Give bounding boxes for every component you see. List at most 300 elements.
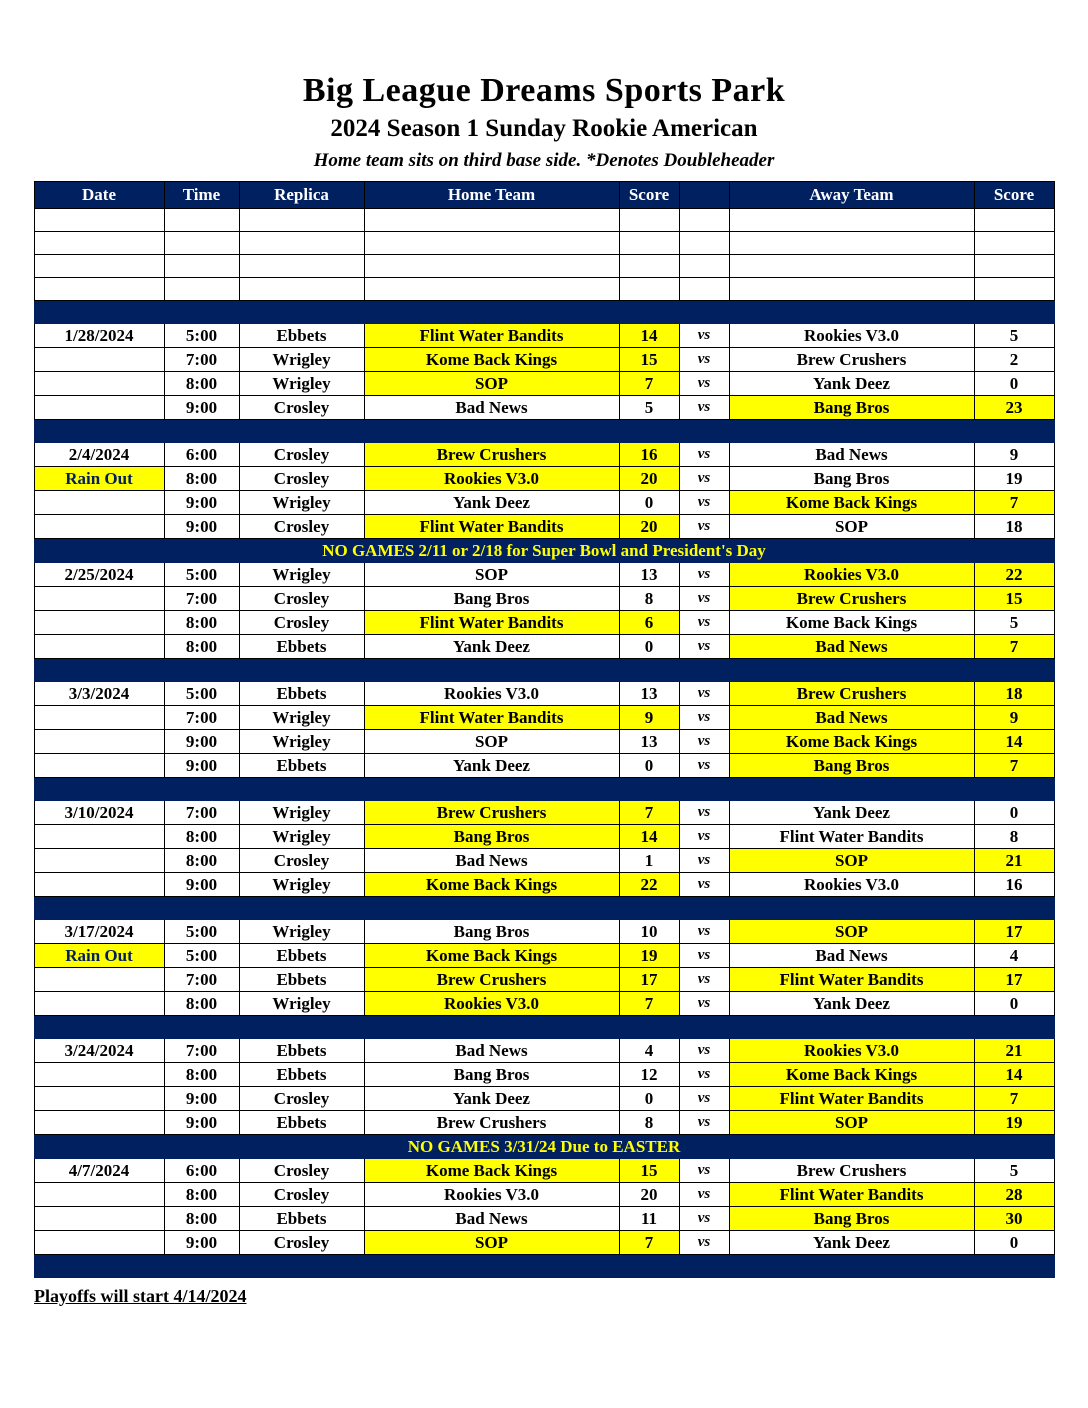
vs-cell: vs (679, 1159, 729, 1183)
away-team-cell: Yank Deez (729, 372, 974, 396)
replica-cell: Wrigley (239, 706, 364, 730)
vs-cell: vs (679, 682, 729, 706)
home-score-cell: 16 (619, 443, 679, 467)
away-team-cell: Kome Back Kings (729, 611, 974, 635)
column-header-score-4: Score (619, 182, 679, 209)
empty-cell (164, 209, 239, 232)
date-cell: 4/7/2024 (34, 1159, 164, 1183)
time-cell: 7:00 (164, 348, 239, 372)
away-score-cell: 5 (974, 611, 1054, 635)
home-score-cell: 13 (619, 563, 679, 587)
game-row (34, 1063, 1054, 1087)
away-score-cell: 5 (974, 324, 1054, 348)
away-team-cell: Rookies V3.0 (729, 563, 974, 587)
vs-cell: vs (679, 1063, 729, 1087)
replica-cell: Wrigley (239, 873, 364, 897)
away-score-cell: 4 (974, 944, 1054, 968)
away-score-cell: 23 (974, 396, 1054, 420)
vs-cell: vs (679, 467, 729, 491)
away-score-cell: 17 (974, 968, 1054, 992)
game-row (34, 396, 1054, 420)
game-row (34, 515, 1054, 539)
empty-cell (619, 232, 679, 255)
time-cell: 9:00 (164, 873, 239, 897)
column-header-home-team-3: Home Team (364, 182, 619, 209)
replica-cell: Crosley (239, 849, 364, 873)
time-cell: 5:00 (164, 324, 239, 348)
time-cell: 5:00 (164, 563, 239, 587)
game-row (34, 873, 1054, 897)
empty-cell (34, 278, 164, 301)
spacer-row (34, 1016, 1054, 1039)
vs-cell: vs (679, 563, 729, 587)
spacer-cell (34, 420, 1054, 443)
date-cell (34, 849, 164, 873)
date-cell (34, 992, 164, 1016)
home-score-cell: 9 (619, 706, 679, 730)
empty-cell (364, 209, 619, 232)
game-row (34, 968, 1054, 992)
home-team-cell: Brew Crushers (364, 1111, 619, 1135)
date-cell (34, 611, 164, 635)
away-score-cell: 22 (974, 563, 1054, 587)
table-body (34, 209, 1054, 1278)
away-score-cell: 9 (974, 706, 1054, 730)
away-score-cell: 5 (974, 1159, 1054, 1183)
away-team-cell: Brew Crushers (729, 1159, 974, 1183)
date-cell (34, 754, 164, 778)
home-score-cell: 1 (619, 849, 679, 873)
away-team-cell: Bad News (729, 443, 974, 467)
vs-cell: vs (679, 706, 729, 730)
home-team-cell: Bad News (364, 396, 619, 420)
away-score-cell: 21 (974, 1039, 1054, 1063)
home-score-cell: 0 (619, 754, 679, 778)
home-score-cell: 4 (619, 1039, 679, 1063)
game-row (34, 491, 1054, 515)
date-cell: 3/10/2024 (34, 801, 164, 825)
vs-cell: vs (679, 992, 729, 1016)
empty-cell (679, 255, 729, 278)
replica-cell: Crosley (239, 515, 364, 539)
home-team-cell: Yank Deez (364, 635, 619, 659)
empty-cell (239, 209, 364, 232)
page-subtitle: 2024 Season 1 Sunday Rookie American (330, 115, 758, 142)
away-team-cell: Rookies V3.0 (729, 324, 974, 348)
away-team-cell: Flint Water Bandits (729, 825, 974, 849)
game-row (34, 635, 1054, 659)
game-row (34, 348, 1054, 372)
vs-cell: vs (679, 372, 729, 396)
date-cell (34, 348, 164, 372)
vs-cell: vs (679, 1087, 729, 1111)
game-row (34, 587, 1054, 611)
time-cell: 8:00 (164, 825, 239, 849)
spacer-cell (34, 1016, 1054, 1039)
spacer-row (34, 659, 1054, 682)
spacer-row (34, 420, 1054, 443)
column-header-time-1: Time (164, 182, 239, 209)
date-cell (34, 372, 164, 396)
replica-cell: Ebbets (239, 754, 364, 778)
replica-cell: Crosley (239, 1183, 364, 1207)
time-cell: 8:00 (164, 611, 239, 635)
time-cell: 9:00 (164, 730, 239, 754)
game-row (34, 682, 1054, 706)
date-cell (34, 706, 164, 730)
away-score-cell: 14 (974, 730, 1054, 754)
home-score-cell: 19 (619, 944, 679, 968)
game-row (34, 1111, 1054, 1135)
replica-cell: Ebbets (239, 1063, 364, 1087)
time-cell: 6:00 (164, 443, 239, 467)
time-cell: 8:00 (164, 1063, 239, 1087)
empty-cell (974, 255, 1054, 278)
column-header-replica-2: Replica (239, 182, 364, 209)
column-header-away-team-6: Away Team (729, 182, 974, 209)
time-cell: 5:00 (164, 920, 239, 944)
away-score-cell: 16 (974, 873, 1054, 897)
time-cell: 7:00 (164, 587, 239, 611)
time-cell: 6:00 (164, 1159, 239, 1183)
away-team-cell: Kome Back Kings (729, 730, 974, 754)
empty-cell (164, 278, 239, 301)
empty-cell (619, 209, 679, 232)
spacer-cell (34, 1255, 1054, 1278)
home-score-cell: 13 (619, 730, 679, 754)
empty-cell (34, 209, 164, 232)
away-score-cell: 0 (974, 372, 1054, 396)
home-score-cell: 12 (619, 1063, 679, 1087)
spacer-row (34, 897, 1054, 920)
game-row (34, 1207, 1054, 1231)
time-cell: 8:00 (164, 372, 239, 396)
replica-cell: Wrigley (239, 491, 364, 515)
home-score-cell: 7 (619, 992, 679, 1016)
replica-cell: Crosley (239, 1159, 364, 1183)
home-score-cell: 8 (619, 587, 679, 611)
replica-cell: Ebbets (239, 968, 364, 992)
vs-cell: vs (679, 1183, 729, 1207)
banner-row (34, 539, 1054, 563)
replica-cell: Crosley (239, 443, 364, 467)
time-cell: 9:00 (164, 754, 239, 778)
spacer-row (34, 301, 1054, 324)
empty-row (34, 255, 1054, 278)
column-header-vs (679, 182, 729, 209)
time-cell: 9:00 (164, 491, 239, 515)
home-score-cell: 10 (619, 920, 679, 944)
home-score-cell: 14 (619, 324, 679, 348)
replica-cell: Wrigley (239, 825, 364, 849)
away-score-cell: 30 (974, 1207, 1054, 1231)
time-cell: 9:00 (164, 1087, 239, 1111)
home-team-cell: Bad News (364, 1039, 619, 1063)
empty-row (34, 278, 1054, 301)
replica-cell: Wrigley (239, 992, 364, 1016)
away-score-cell: 17 (974, 920, 1054, 944)
replica-cell: Ebbets (239, 944, 364, 968)
away-team-cell: Yank Deez (729, 801, 974, 825)
date-cell (34, 635, 164, 659)
replica-cell: Ebbets (239, 1039, 364, 1063)
away-score-cell: 2 (974, 348, 1054, 372)
playoffs-note: Playoffs will start 4/14/2024 (34, 1286, 247, 1306)
date-cell (34, 587, 164, 611)
spacer-row (34, 1255, 1054, 1278)
spacer-cell (34, 659, 1054, 682)
home-team-cell: Brew Crushers (364, 968, 619, 992)
time-cell: 9:00 (164, 1231, 239, 1255)
time-cell: 8:00 (164, 635, 239, 659)
away-score-cell: 7 (974, 635, 1054, 659)
away-team-cell: SOP (729, 515, 974, 539)
empty-cell (974, 209, 1054, 232)
away-score-cell: 7 (974, 1087, 1054, 1111)
game-row (34, 1183, 1054, 1207)
home-score-cell: 7 (619, 372, 679, 396)
game-row (34, 467, 1054, 491)
home-score-cell: 13 (619, 682, 679, 706)
time-cell: 9:00 (164, 396, 239, 420)
home-score-cell: 14 (619, 825, 679, 849)
away-score-cell: 0 (974, 801, 1054, 825)
away-score-cell: 14 (974, 1063, 1054, 1087)
home-team-cell: Bang Bros (364, 1063, 619, 1087)
vs-cell: vs (679, 849, 729, 873)
vs-cell: vs (679, 611, 729, 635)
time-cell: 8:00 (164, 1183, 239, 1207)
away-score-cell: 9 (974, 443, 1054, 467)
no-games-banner: NO GAMES 2/11 or 2/18 for Super Bowl and President's Day (34, 539, 1054, 563)
home-team-cell: Yank Deez (364, 1087, 619, 1111)
away-score-cell: 28 (974, 1183, 1054, 1207)
home-team-cell: Bad News (364, 1207, 619, 1231)
away-score-cell: 0 (974, 1231, 1054, 1255)
home-score-cell: 20 (619, 467, 679, 491)
home-team-cell: Rookies V3.0 (364, 1183, 619, 1207)
away-score-cell: 21 (974, 849, 1054, 873)
vs-cell: vs (679, 515, 729, 539)
home-team-cell: Flint Water Bandits (364, 611, 619, 635)
empty-cell (239, 232, 364, 255)
game-row (34, 754, 1054, 778)
home-team-cell: Flint Water Bandits (364, 515, 619, 539)
replica-cell: Ebbets (239, 1111, 364, 1135)
vs-cell: vs (679, 825, 729, 849)
away-team-cell: Rookies V3.0 (729, 873, 974, 897)
away-score-cell: 18 (974, 682, 1054, 706)
home-team-note: Home team sits on third base side. *Denotes Doubleheader (313, 150, 775, 171)
date-cell: 3/3/2024 (34, 682, 164, 706)
game-row (34, 920, 1054, 944)
away-team-cell: SOP (729, 849, 974, 873)
date-cell: 3/17/2024 (34, 920, 164, 944)
away-score-cell: 19 (974, 467, 1054, 491)
empty-cell (679, 278, 729, 301)
away-score-cell: 15 (974, 587, 1054, 611)
time-cell: 7:00 (164, 801, 239, 825)
vs-cell: vs (679, 396, 729, 420)
away-team-cell: Flint Water Bandits (729, 1183, 974, 1207)
away-team-cell: Brew Crushers (729, 682, 974, 706)
empty-cell (34, 255, 164, 278)
away-team-cell: Bang Bros (729, 396, 974, 420)
away-team-cell: Flint Water Bandits (729, 968, 974, 992)
home-score-cell: 6 (619, 611, 679, 635)
column-header-score-7: Score (974, 182, 1054, 209)
empty-cell (729, 209, 974, 232)
replica-cell: Ebbets (239, 1207, 364, 1231)
date-cell (34, 730, 164, 754)
vs-cell: vs (679, 443, 729, 467)
date-cell: 3/24/2024 (34, 1039, 164, 1063)
empty-row (34, 209, 1054, 232)
vs-cell: vs (679, 324, 729, 348)
vs-cell: vs (679, 754, 729, 778)
home-team-cell: Kome Back Kings (364, 1159, 619, 1183)
away-team-cell: Bang Bros (729, 467, 974, 491)
replica-cell: Wrigley (239, 801, 364, 825)
replica-cell: Crosley (239, 1231, 364, 1255)
home-team-cell: Rookies V3.0 (364, 682, 619, 706)
game-row (34, 801, 1054, 825)
home-team-cell: SOP (364, 563, 619, 587)
game-row (34, 992, 1054, 1016)
empty-cell (239, 255, 364, 278)
away-team-cell: Bad News (729, 706, 974, 730)
home-team-cell: Brew Crushers (364, 801, 619, 825)
home-team-cell: Kome Back Kings (364, 944, 619, 968)
time-cell: 8:00 (164, 467, 239, 491)
game-row (34, 324, 1054, 348)
schedule-table (34, 181, 1055, 1278)
vs-cell: vs (679, 1039, 729, 1063)
game-row (34, 730, 1054, 754)
date-cell (34, 1231, 164, 1255)
away-team-cell: Yank Deez (729, 992, 974, 1016)
game-row (34, 1087, 1054, 1111)
banner-row (34, 1135, 1054, 1159)
page-title: Big League Dreams Sports Park (302, 72, 786, 109)
time-cell: 7:00 (164, 1039, 239, 1063)
time-cell: 5:00 (164, 944, 239, 968)
home-score-cell: 15 (619, 1159, 679, 1183)
away-team-cell: Brew Crushers (729, 587, 974, 611)
away-team-cell: Kome Back Kings (729, 1063, 974, 1087)
game-row (34, 563, 1054, 587)
vs-cell: vs (679, 1231, 729, 1255)
no-games-banner: NO GAMES 3/31/24 Due to EASTER (34, 1135, 1054, 1159)
vs-cell: vs (679, 730, 729, 754)
away-score-cell: 7 (974, 754, 1054, 778)
empty-cell (974, 278, 1054, 301)
date-cell (34, 1063, 164, 1087)
home-team-cell: Kome Back Kings (364, 348, 619, 372)
away-score-cell: 19 (974, 1111, 1054, 1135)
home-score-cell: 0 (619, 491, 679, 515)
vs-cell: vs (679, 920, 729, 944)
replica-cell: Wrigley (239, 920, 364, 944)
vs-cell: vs (679, 873, 729, 897)
spacer-cell (34, 897, 1054, 920)
home-team-cell: Kome Back Kings (364, 873, 619, 897)
empty-cell (729, 232, 974, 255)
home-score-cell: 17 (619, 968, 679, 992)
home-score-cell: 0 (619, 635, 679, 659)
away-score-cell: 8 (974, 825, 1054, 849)
game-row (34, 443, 1054, 467)
home-team-cell: Bang Bros (364, 920, 619, 944)
vs-cell: vs (679, 635, 729, 659)
spacer-row (34, 778, 1054, 801)
spacer-cell (34, 301, 1054, 324)
rain-out-cell: Rain Out (34, 944, 164, 968)
date-cell: 2/25/2024 (34, 563, 164, 587)
replica-cell: Ebbets (239, 682, 364, 706)
home-team-cell: SOP (364, 372, 619, 396)
replica-cell: Wrigley (239, 348, 364, 372)
home-team-cell: SOP (364, 730, 619, 754)
date-cell (34, 396, 164, 420)
date-cell (34, 1111, 164, 1135)
empty-cell (729, 255, 974, 278)
home-team-cell: Bad News (364, 849, 619, 873)
empty-cell (619, 255, 679, 278)
vs-cell: vs (679, 1207, 729, 1231)
away-team-cell: Bad News (729, 635, 974, 659)
away-team-cell: Bang Bros (729, 754, 974, 778)
away-score-cell: 18 (974, 515, 1054, 539)
away-team-cell: SOP (729, 920, 974, 944)
home-team-cell: Rookies V3.0 (364, 467, 619, 491)
column-header-date-0: Date (34, 182, 164, 209)
game-row (34, 1039, 1054, 1063)
empty-cell (679, 209, 729, 232)
time-cell: 9:00 (164, 1111, 239, 1135)
date-cell (34, 1183, 164, 1207)
home-score-cell: 7 (619, 1231, 679, 1255)
replica-cell: Crosley (239, 1087, 364, 1111)
time-cell: 7:00 (164, 968, 239, 992)
date-cell (34, 491, 164, 515)
date-cell (34, 968, 164, 992)
game-row (34, 849, 1054, 873)
game-row (34, 1231, 1054, 1255)
home-team-cell: Rookies V3.0 (364, 992, 619, 1016)
date-cell (34, 515, 164, 539)
game-row (34, 372, 1054, 396)
empty-cell (619, 278, 679, 301)
time-cell: 7:00 (164, 706, 239, 730)
empty-cell (364, 255, 619, 278)
away-team-cell: Flint Water Bandits (729, 1087, 974, 1111)
away-team-cell: Rookies V3.0 (729, 1039, 974, 1063)
vs-cell: vs (679, 1111, 729, 1135)
home-team-cell: SOP (364, 1231, 619, 1255)
home-score-cell: 20 (619, 1183, 679, 1207)
home-team-cell: Brew Crushers (364, 443, 619, 467)
away-score-cell: 0 (974, 992, 1054, 1016)
table-header-row (34, 182, 1054, 209)
replica-cell: Wrigley (239, 730, 364, 754)
vs-cell: vs (679, 491, 729, 515)
replica-cell: Wrigley (239, 372, 364, 396)
home-score-cell: 7 (619, 801, 679, 825)
away-team-cell: Bad News (729, 944, 974, 968)
replica-cell: Ebbets (239, 635, 364, 659)
replica-cell: Ebbets (239, 324, 364, 348)
